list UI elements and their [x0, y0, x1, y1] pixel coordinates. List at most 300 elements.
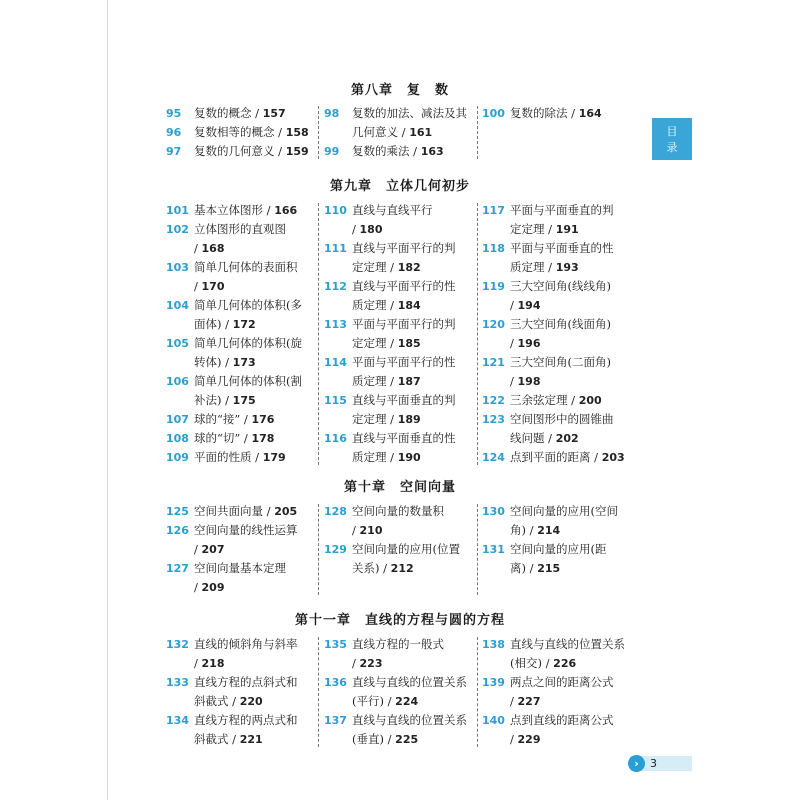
entry-page: 182	[397, 261, 421, 274]
entry-title-line	[194, 296, 316, 315]
entry-number: 133	[166, 676, 189, 689]
entry-title-text: /	[352, 222, 360, 236]
entry-title-line	[194, 521, 316, 540]
entry-title-text: (垂直) /	[352, 732, 396, 746]
entry-title-text: 球的“接” /	[194, 412, 252, 426]
entry-number: 102	[166, 223, 189, 236]
toc-entry[interactable]	[482, 502, 632, 540]
entry-page: 157	[262, 107, 286, 120]
entry-title-text: /	[510, 694, 518, 708]
entry-page: 166	[274, 204, 298, 217]
entry-number: 96	[166, 126, 182, 139]
entry-number: 135	[324, 638, 347, 651]
entry-title-text: 直线与直线的位置关系	[510, 637, 625, 651]
entry-page: 179	[262, 451, 286, 464]
entry-page: 194	[517, 299, 541, 312]
entry-title-line	[510, 502, 632, 521]
entry-title-line	[352, 334, 474, 353]
entry-page: 189	[397, 413, 421, 426]
entry-title-line	[352, 201, 474, 220]
entry-title-text: /	[194, 656, 202, 670]
entry-title-line	[194, 673, 316, 692]
entry-title-text: 复数的加法、减法及其	[352, 106, 467, 120]
page-edge-line	[107, 0, 108, 800]
entry-page: 207	[201, 543, 225, 556]
entry-title-line	[510, 296, 632, 315]
entry-number: 103	[166, 261, 189, 274]
toc-entry[interactable]	[166, 258, 316, 296]
entry-title-line	[352, 277, 474, 296]
entry-title-text: 离) /	[510, 561, 538, 575]
entry-title-text: /	[510, 374, 518, 388]
entry-title-line	[194, 277, 316, 296]
entry-title-line	[194, 410, 316, 429]
toc-entry[interactable]	[482, 353, 632, 391]
entry-page: 215	[537, 562, 561, 575]
toc-entry[interactable]	[482, 635, 632, 673]
toc-entry[interactable]	[324, 201, 474, 239]
toc-entry[interactable]	[324, 353, 474, 391]
entry-title-line	[194, 429, 316, 448]
entry-title-text: 三大空间角(二面角)	[510, 355, 611, 369]
entry-title-text: 平面的性质 /	[194, 450, 263, 464]
entry-page: 168	[201, 242, 225, 255]
side-tab-char-2: 录	[666, 141, 678, 154]
entry-page: 223	[359, 657, 383, 670]
chapter-title: 第十章 空间向量	[343, 480, 456, 495]
entry-title-text: /	[510, 336, 518, 350]
entry-title-text: 空间向量的应用(位置	[352, 542, 460, 556]
page-number: 3	[650, 757, 657, 770]
entry-title-line	[510, 258, 632, 277]
entry-title-text: 复数的几何意义 /	[194, 144, 286, 158]
toc-entry[interactable]	[324, 239, 474, 277]
entry-number: 101	[166, 204, 189, 217]
toc-column	[324, 502, 474, 578]
entry-title-line	[352, 123, 474, 142]
entry-title-text: (平行) /	[352, 694, 396, 708]
toc-entry[interactable]	[166, 123, 316, 142]
toc-entry[interactable]	[324, 391, 474, 429]
entry-title-line	[194, 635, 316, 654]
entry-title-line	[352, 372, 474, 391]
toc-column	[324, 635, 474, 749]
chapter-title: 第九章 立体几何初步	[329, 179, 470, 194]
entry-number: 121	[482, 356, 505, 369]
entry-title-line	[194, 104, 316, 123]
toc-entry[interactable]	[324, 635, 474, 673]
entry-title-text: /	[352, 656, 360, 670]
entry-title-text: 空间共面向量 /	[194, 504, 275, 518]
entry-title-text: 平面与平面垂直的性	[510, 241, 614, 255]
entry-title-text: 定定理 /	[352, 260, 398, 274]
entry-page: 196	[517, 337, 541, 350]
entry-title-text: 转体) /	[194, 355, 233, 369]
toc-entry[interactable]	[166, 220, 316, 258]
entry-title-text: 关系) /	[352, 561, 391, 575]
toc-entry[interactable]	[166, 559, 316, 597]
entry-number: 108	[166, 432, 189, 445]
toc-column	[166, 502, 316, 597]
toc-entry[interactable]	[166, 635, 316, 673]
entry-number: 140	[482, 714, 505, 727]
entry-title-text: 平面与平面平行的性	[352, 355, 456, 369]
entry-title-text: 直线与直线平行	[352, 203, 433, 217]
entry-title-line	[194, 391, 316, 410]
toc-entry[interactable]	[482, 448, 632, 467]
entry-title-line	[510, 540, 632, 559]
toc-entry[interactable]	[324, 540, 474, 578]
toc-entry[interactable]	[166, 410, 316, 429]
column-divider	[318, 106, 319, 159]
entry-page: 229	[517, 733, 541, 746]
entry-number: 113	[324, 318, 347, 331]
toc-entry[interactable]	[166, 521, 316, 559]
entry-title-line	[194, 654, 316, 673]
entry-number: 107	[166, 413, 189, 426]
toc-entry[interactable]	[324, 104, 474, 142]
toc-entry[interactable]	[482, 391, 632, 410]
chapter-title: 第十一章 直线的方程与圆的方程	[294, 613, 505, 628]
entry-page: 190	[397, 451, 421, 464]
entry-title-line	[194, 540, 316, 559]
entry-title-text: 点到直线的距离公式	[510, 713, 614, 727]
entry-title-text: /	[510, 298, 518, 312]
entry-title-line	[510, 372, 632, 391]
entry-number: 104	[166, 299, 189, 312]
entry-page: 164	[578, 107, 602, 120]
entry-title-line	[510, 334, 632, 353]
entry-number: 125	[166, 505, 189, 518]
entry-number: 110	[324, 204, 347, 217]
entry-title-line	[194, 692, 316, 711]
entry-title-text: 空间向量的数量积	[352, 504, 444, 518]
entry-title-line	[352, 429, 474, 448]
entry-number: 124	[482, 451, 505, 464]
toc-entry[interactable]	[166, 673, 316, 711]
entry-title-line	[510, 692, 632, 711]
chapter-title: 第八章 复 数	[350, 83, 449, 98]
entry-page: 173	[232, 356, 256, 369]
toc-entry[interactable]	[166, 372, 316, 410]
entry-title-line	[352, 692, 474, 711]
column-divider	[477, 504, 478, 595]
entry-number: 115	[324, 394, 347, 407]
entry-title-line	[194, 730, 316, 749]
side-tab-char-1: 目	[666, 125, 678, 138]
toc-entry[interactable]	[324, 277, 474, 315]
entry-title-line	[510, 277, 632, 296]
entry-title-line	[510, 521, 632, 540]
entry-page: 214	[537, 524, 561, 537]
column-divider	[477, 637, 478, 747]
entry-title-line	[352, 711, 474, 730]
entry-title-text: 空间向量基本定理	[194, 561, 286, 575]
entry-title-text: /	[194, 241, 202, 255]
entry-number: 117	[482, 204, 505, 217]
entry-number: 118	[482, 242, 505, 255]
toc-entry[interactable]	[324, 502, 474, 540]
entry-title-text: 三大空间角(线面角)	[510, 317, 611, 331]
entry-title-text: 直线与平面垂直的判	[352, 393, 456, 407]
entry-title-text: 空间向量的应用(距	[510, 542, 607, 556]
entry-title-text: 定定理 /	[510, 222, 556, 236]
toc-entry[interactable]	[482, 201, 632, 239]
toc-column	[324, 201, 474, 467]
entry-title-line	[352, 142, 474, 161]
column-divider	[318, 504, 319, 595]
entry-title-text: 质定理 /	[352, 374, 398, 388]
entry-page: 170	[201, 280, 225, 293]
toc-entry[interactable]	[324, 673, 474, 711]
entry-title-text: 平面与平面平行的判	[352, 317, 456, 331]
entry-page: 175	[232, 394, 256, 407]
entry-title-line	[352, 448, 474, 467]
entry-title-text: /	[194, 279, 202, 293]
column-divider	[318, 203, 319, 465]
entry-number: 123	[482, 413, 505, 426]
entry-title-text: /	[510, 732, 518, 746]
entry-page: 218	[201, 657, 225, 670]
entry-number: 129	[324, 543, 347, 556]
entry-page: 158	[285, 126, 309, 139]
entry-title-text: /	[194, 542, 202, 556]
toc-entry[interactable]	[482, 239, 632, 277]
entry-title-text: 定定理 /	[352, 412, 398, 426]
entry-title-text: 补法) /	[194, 393, 233, 407]
entry-page: 210	[359, 524, 383, 537]
entry-title-text: 三大空间角(线线角)	[510, 279, 611, 293]
entry-title-line	[352, 239, 474, 258]
toc-entry[interactable]	[166, 429, 316, 448]
entry-title-text: 三余弦定理 /	[510, 393, 579, 407]
entry-title-line	[352, 654, 474, 673]
entry-title-text: 两点之间的距离公式	[510, 675, 614, 689]
toc-entry[interactable]	[482, 410, 632, 448]
toc-entry[interactable]	[482, 277, 632, 315]
entry-page: 184	[397, 299, 421, 312]
entry-page: 161	[409, 126, 433, 139]
toc-entry[interactable]	[482, 104, 632, 123]
toc-entry[interactable]	[166, 142, 316, 161]
entry-number: 109	[166, 451, 189, 464]
entry-page: 185	[397, 337, 421, 350]
entry-title-line	[510, 448, 632, 467]
entry-number: 106	[166, 375, 189, 388]
entry-title-text: 直线与平面平行的判	[352, 241, 456, 255]
entry-number: 127	[166, 562, 189, 575]
entry-page: 226	[553, 657, 577, 670]
entry-number: 116	[324, 432, 347, 445]
entry-page: 202	[555, 432, 579, 445]
entry-title-line	[352, 410, 474, 429]
toc-entry[interactable]	[482, 315, 632, 353]
entry-number: 131	[482, 543, 505, 556]
entry-title-text: 简单几何体的表面积	[194, 260, 298, 274]
entry-title-line	[352, 502, 474, 521]
toc-entry[interactable]	[482, 711, 632, 749]
entry-page: 163	[420, 145, 444, 158]
entry-number: 136	[324, 676, 347, 689]
entry-title-line	[510, 429, 632, 448]
entry-title-text: 质定理 /	[352, 450, 398, 464]
entry-title-text: 复数的除法 /	[510, 106, 579, 120]
entry-number: 139	[482, 676, 505, 689]
entry-page: 187	[397, 375, 421, 388]
entry-title-text: 角) /	[510, 523, 538, 537]
entry-title-text: 复数的乘法 /	[352, 144, 421, 158]
entry-title-text: 复数的概念 /	[194, 106, 263, 120]
entry-title-line	[194, 334, 316, 353]
entry-number: 105	[166, 337, 189, 350]
entry-title-text: 立体图形的直观图	[194, 222, 286, 236]
toc-entry[interactable]	[324, 711, 474, 749]
entry-title-line	[510, 711, 632, 730]
entry-title-line	[510, 239, 632, 258]
entry-page: 221	[239, 733, 263, 746]
entry-title-text: 直线方程的两点式和	[194, 713, 298, 727]
entry-number: 119	[482, 280, 505, 293]
entry-title-text: 复数相等的概念 /	[194, 125, 286, 139]
entry-title-line	[194, 123, 316, 142]
entry-page: 224	[395, 695, 419, 708]
entry-page: 180	[359, 223, 383, 236]
entry-number: 95	[166, 107, 182, 120]
entry-number: 138	[482, 638, 505, 651]
entry-title-text: 直线与直线的位置关系	[352, 713, 467, 727]
entry-title-text: /	[194, 580, 202, 594]
entry-title-line	[510, 673, 632, 692]
entry-title-line	[510, 353, 632, 372]
toc-column	[482, 201, 632, 467]
column-divider	[318, 637, 319, 747]
entry-title-text: 基本立体图形 /	[194, 203, 275, 217]
entry-number: 99	[324, 145, 340, 158]
entry-title-line	[352, 258, 474, 277]
entry-title-text: 斜截式 /	[194, 694, 240, 708]
entry-page: 176	[251, 413, 275, 426]
entry-title-text: 直线方程的一般式	[352, 637, 444, 651]
toc-entry[interactable]	[324, 142, 474, 161]
entry-page: 193	[555, 261, 579, 274]
entry-title-line	[352, 521, 474, 540]
entry-page: 212	[390, 562, 414, 575]
entry-title-line	[352, 559, 474, 578]
entry-page: 172	[232, 318, 256, 331]
entry-title-line	[352, 635, 474, 654]
entry-number: 100	[482, 107, 505, 120]
entry-title-line	[352, 673, 474, 692]
toc-entry[interactable]	[482, 673, 632, 711]
toc-entry[interactable]	[166, 448, 316, 467]
entry-page: 227	[517, 695, 541, 708]
entry-title-line	[510, 104, 632, 123]
entry-page: 203	[601, 451, 625, 464]
entry-page: 200	[578, 394, 602, 407]
toc-entry[interactable]	[166, 502, 316, 521]
entry-title-text: 空间向量的线性运算	[194, 523, 298, 537]
entry-title-line	[510, 410, 632, 429]
toc-entry[interactable]	[482, 540, 632, 578]
entry-title-line	[194, 353, 316, 372]
entry-title-line	[194, 448, 316, 467]
toc-entry[interactable]	[166, 296, 316, 334]
entry-title-text: 质定理 /	[352, 298, 398, 312]
entry-title-line	[352, 730, 474, 749]
entry-title-line	[194, 258, 316, 277]
entry-title-line	[352, 540, 474, 559]
entry-page: 198	[517, 375, 541, 388]
entry-title-text: 直线与平面垂直的性	[352, 431, 456, 445]
entry-number: 137	[324, 714, 347, 727]
entry-title-line	[352, 315, 474, 334]
toc-column	[482, 502, 632, 578]
entry-page: 205	[274, 505, 298, 518]
entry-title-line	[510, 220, 632, 239]
column-divider	[477, 106, 478, 159]
toc-entry[interactable]	[166, 104, 316, 123]
column-divider	[477, 203, 478, 465]
entry-page: 220	[239, 695, 263, 708]
entry-page: 178	[251, 432, 275, 445]
contents-side-tab	[652, 118, 692, 160]
entry-title-line	[194, 315, 316, 334]
toc-entry[interactable]	[166, 711, 316, 749]
entry-title-line	[352, 296, 474, 315]
entry-title-line	[194, 372, 316, 391]
toc-entry[interactable]	[324, 429, 474, 467]
entry-title-line	[194, 711, 316, 730]
toc-entry[interactable]	[166, 334, 316, 372]
toc-entry[interactable]	[166, 201, 316, 220]
entry-title-text: 直线与平面平行的性	[352, 279, 456, 293]
entry-title-text: 简单几何体的体积(多	[194, 298, 302, 312]
entry-title-line	[510, 201, 632, 220]
toc-entry[interactable]	[324, 315, 474, 353]
entry-title-line	[352, 353, 474, 372]
entry-page: 209	[201, 581, 225, 594]
entry-number: 126	[166, 524, 189, 537]
toc-column	[324, 104, 474, 161]
entry-number: 98	[324, 107, 340, 120]
entry-title-line	[352, 104, 474, 123]
entry-page: 191	[555, 223, 579, 236]
toc-column	[482, 104, 632, 123]
entry-title-text: 空间图形中的圆锥曲	[510, 412, 614, 426]
entry-title-line	[352, 391, 474, 410]
entry-title-text: 质定理 /	[510, 260, 556, 274]
toc-column	[482, 635, 632, 749]
entry-number: 132	[166, 638, 189, 651]
entry-title-line	[194, 201, 316, 220]
entry-title-text: 几何意义 /	[352, 125, 410, 139]
entry-number: 122	[482, 394, 505, 407]
entry-number: 111	[324, 242, 347, 255]
toc-column	[166, 201, 316, 467]
toc-column	[166, 635, 316, 749]
chevron-right-icon: ›	[628, 755, 645, 772]
entry-number: 112	[324, 280, 347, 293]
entry-title-line	[194, 239, 316, 258]
entry-title-line	[194, 142, 316, 161]
entry-number: 128	[324, 505, 347, 518]
entry-title-text: /	[352, 523, 360, 537]
entry-title-line	[510, 654, 632, 673]
entry-title-line	[510, 315, 632, 334]
entry-title-text: 空间向量的应用(空间	[510, 504, 618, 518]
entry-title-text: 斜截式 /	[194, 732, 240, 746]
entry-title-text: 简单几何体的体积(割	[194, 374, 302, 388]
